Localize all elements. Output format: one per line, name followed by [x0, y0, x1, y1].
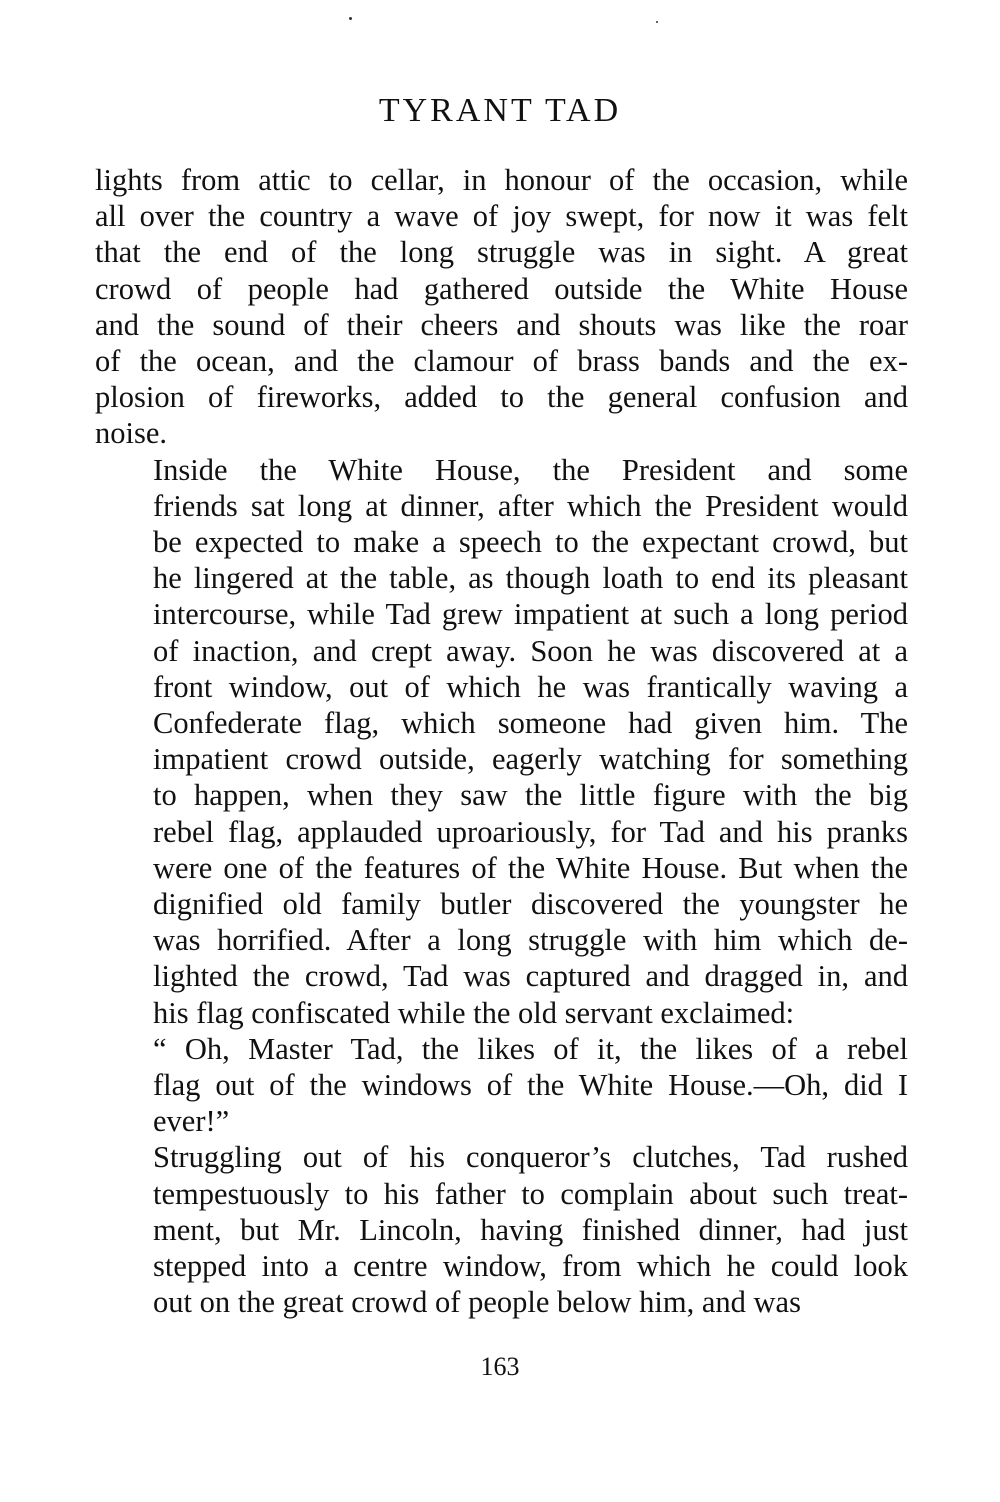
body-text [95, 162, 908, 1321]
text-line: plosion of fireworks, added to the general confusion and [95, 380, 908, 415]
text-line: noise. [95, 416, 168, 451]
text-line: tempestuously to his father to complain about such treat- [153, 1176, 908, 1211]
text-line: ever!” [153, 1104, 230, 1139]
text-line: of inaction, and crept away. Soon he was discovered at a [153, 633, 908, 668]
paragraph [95, 1139, 908, 1320]
text-line: lighted the crowd, Tad was captured and dragged in, and [153, 959, 908, 994]
text-line: dignified old family butler discovered the youngster he [153, 887, 908, 922]
text-line: rebel flag, applauded uproariously, for Tad and his pranks [153, 814, 908, 849]
page-number: 163 [480, 1352, 520, 1381]
paragraph [95, 1031, 908, 1140]
ink-speck [349, 17, 352, 20]
ink-speck [656, 21, 658, 23]
paragraph [95, 452, 908, 1031]
text-line: were one of the features of the White House. But when the [153, 850, 908, 885]
text-line: be expected to make a speech to the expectant crowd, but [153, 525, 908, 560]
text-line: of the ocean, and the clamour of brass bands and the ex- [95, 344, 908, 379]
text-line: all over the country a wave of joy swept, for now it was felt [95, 199, 908, 234]
text-line: that the end of the long struggle was in sight. A great [95, 235, 908, 270]
text-line: to happen, when they saw the little figure with the big [153, 778, 908, 813]
text-line: Inside the White House, the President and some [153, 452, 908, 487]
text-line: out on the great crowd of people below him, and was [153, 1285, 801, 1320]
text-line: “ Oh, Master Tad, the likes of it, the likes of a rebel [153, 1031, 908, 1066]
text-line: intercourse, while Tad grew impatient at such a long period [153, 597, 908, 632]
text-line: lights from attic to cellar, in honour of the occasion, while [95, 163, 908, 197]
paragraph [95, 162, 908, 452]
text-line: ment, but Mr. Lincoln, having finished dinner, had just [153, 1212, 908, 1247]
text-line: friends sat long at dinner, after which the President would [153, 488, 908, 523]
running-head: TYRANT TAD [378, 92, 622, 129]
text-line: front window, out of which he was frantically waving a [153, 669, 908, 704]
text-line: impatient crowd outside, eagerly watching for something [153, 742, 908, 777]
text-line: Struggling out of his conqueror’s clutches, Tad rushed [153, 1140, 908, 1175]
text-line: his flag confiscated while the old servant exclaimed: [153, 995, 795, 1030]
text-line: stepped into a centre window, from which he could look [153, 1249, 908, 1284]
text-line: and the sound of their cheers and shouts was like the roar [95, 307, 908, 342]
text-line: Confederate flag, which someone had given him. The [153, 706, 908, 741]
text-line: was horrified. After a long struggle with him which de- [153, 923, 908, 958]
text-line: crowd of people had gathered outside the White House [95, 271, 908, 306]
text-line: he lingered at the table, as though loath to end its pleasant [153, 561, 908, 596]
text-line: flag out of the windows of the White House.—Oh, did I [153, 1068, 908, 1103]
